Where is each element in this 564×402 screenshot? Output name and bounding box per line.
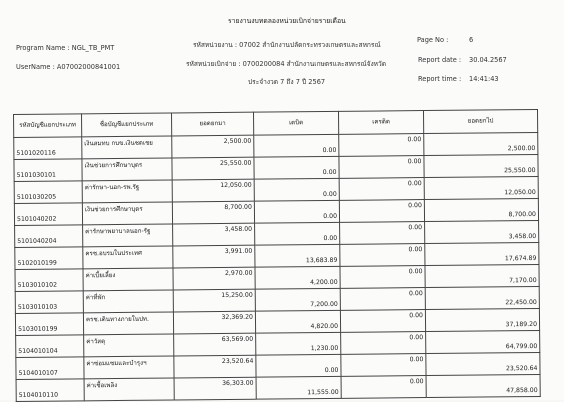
balance-brought-forward-cell: 63,569.00 bbox=[174, 333, 256, 356]
balance-carried-forward-cell: 37,189.20 bbox=[425, 308, 539, 331]
column-header: เดบิต bbox=[253, 111, 338, 135]
balance-carried-forward-cell: 64,799.00 bbox=[426, 330, 540, 353]
balance-carried-forward-cell: 3,458.00 bbox=[425, 220, 539, 243]
debit-cell: 0.00 bbox=[256, 354, 341, 377]
balance-carried-forward-cell: 12,050.00 bbox=[424, 176, 538, 199]
column-header: เครดิต bbox=[338, 111, 423, 135]
report-time-value: 14:41:43 bbox=[469, 75, 499, 83]
account-name-cell: ค่าที่พัก bbox=[83, 290, 173, 313]
account-name-cell: ค่าซ่อมแซมและบำรุงฯ bbox=[84, 356, 174, 379]
balance-brought-forward-cell: 8,700.00 bbox=[172, 201, 254, 224]
account-name-cell: ค่าวัสดุ bbox=[84, 334, 174, 357]
balance-carried-forward-cell: 7,170.00 bbox=[425, 264, 539, 287]
credit-cell: 0.00 bbox=[340, 244, 425, 267]
report-date-value: 30.04.2567 bbox=[469, 56, 507, 64]
report-date-label: Report date : bbox=[418, 56, 462, 64]
column-header: ชื่อบัญชีแยกประเภท bbox=[82, 113, 172, 137]
debit-cell: 0.00 bbox=[255, 222, 340, 245]
balance-brought-forward-cell: 15,250.00 bbox=[173, 289, 255, 312]
credit-cell: 0.00 bbox=[340, 266, 425, 289]
account-name-cell: ค่าเบี้ยเลี้ยง bbox=[83, 268, 173, 291]
balance-brought-forward-cell: 12,050.00 bbox=[172, 179, 254, 202]
account-name-cell: ค่าเชื้อเพลิง bbox=[84, 378, 174, 401]
report-time-label: Report time : bbox=[418, 75, 462, 83]
debit-cell: 4,200.00 bbox=[255, 266, 340, 289]
account-name-cell: ค่ารักษา-นอก-รพ.รัฐ bbox=[82, 180, 172, 203]
column-header: รหัสบัญชีแยกประเภท bbox=[14, 114, 82, 138]
debit-cell: 1,230.00 bbox=[256, 332, 341, 355]
credit-cell: 0.00 bbox=[340, 310, 425, 333]
account-name-cell: เงินสมทบ กบข.เงินชดเชย bbox=[82, 136, 172, 159]
debit-cell: 0.00 bbox=[254, 156, 339, 179]
account-code-cell: 5103010199 bbox=[15, 313, 83, 336]
balance-brought-forward-cell: 32,369.20 bbox=[173, 311, 255, 334]
balance-brought-forward-cell: 2,500.00 bbox=[172, 135, 254, 158]
credit-cell: 0.00 bbox=[341, 376, 426, 399]
balance-carried-forward-cell: 2,500.00 bbox=[424, 132, 538, 155]
balance-brought-forward-cell: 3,991.00 bbox=[173, 245, 255, 268]
account-code-cell: 5104010104 bbox=[16, 335, 84, 358]
account-code-cell: 5103010102 bbox=[15, 269, 83, 292]
balance-carried-forward-cell: 47,858.00 bbox=[426, 374, 540, 397]
credit-cell: 0.00 bbox=[339, 134, 424, 157]
debit-cell: 4,820.00 bbox=[255, 310, 340, 333]
page-no-label: Page No : bbox=[417, 36, 449, 44]
debit-cell: 7,200.00 bbox=[255, 288, 340, 311]
account-name-cell: ครช.อบรมในประเทศ bbox=[83, 246, 173, 269]
account-code-cell: 5101030101 bbox=[14, 159, 82, 182]
credit-cell: 0.00 bbox=[339, 200, 424, 223]
disbursing-unit-line: รหัสหน่วยเบิกจ่าย : 0700200084 สำนักงานเกษตรและสหกรณ์จังหวัด bbox=[186, 60, 386, 68]
balance-brought-forward-cell: 3,458.00 bbox=[173, 223, 255, 246]
period-line: ประจำงวด 7 ถึง 7 ปี 2567 bbox=[248, 78, 326, 86]
program-name: Program Name : NGL_TB_PMT bbox=[16, 44, 115, 52]
user-name: UserName : A07002000841001 bbox=[16, 63, 121, 71]
debit-cell: 11,555.00 bbox=[256, 376, 341, 399]
credit-cell: 0.00 bbox=[341, 332, 426, 355]
balance-carried-forward-cell: 17,674.89 bbox=[425, 242, 539, 265]
debit-cell: 13,683.89 bbox=[255, 244, 340, 267]
balance-brought-forward-cell: 2,970.00 bbox=[173, 267, 255, 290]
balance-carried-forward-cell: 22,450.00 bbox=[425, 286, 539, 309]
debit-cell: 0.00 bbox=[254, 178, 339, 201]
balance-brought-forward-cell: 23,520.64 bbox=[174, 355, 256, 378]
agency-line: รหัสหน่วยงาน : 07002 สำนักงานปลัดกระทรวงเกษตรและสหกรณ์ bbox=[193, 41, 381, 49]
account-code-cell: 5101030205 bbox=[14, 181, 82, 204]
balance-carried-forward-cell: 23,520.64 bbox=[426, 352, 540, 375]
account-code-cell: 5101020116 bbox=[14, 137, 82, 160]
credit-cell: 0.00 bbox=[339, 156, 424, 179]
credit-cell: 0.00 bbox=[341, 354, 426, 377]
account-code-cell: 5102010199 bbox=[15, 247, 83, 270]
credit-cell: 0.00 bbox=[340, 288, 425, 311]
account-name-cell: เงินช่วยการศึกษาบุตร bbox=[82, 202, 172, 225]
account-name-cell: เงินช่วยการศึกษาบุตร bbox=[82, 158, 172, 181]
credit-cell: 0.00 bbox=[339, 178, 424, 201]
account-code-cell: 5103010103 bbox=[15, 291, 83, 314]
credit-cell: 0.00 bbox=[340, 222, 425, 245]
account-code-cell: 5101040202 bbox=[14, 203, 82, 226]
column-header: ยอดยกไป bbox=[423, 109, 537, 133]
account-name-cell: ค่ารักษาพยาบาลนอก-รัฐ bbox=[83, 224, 173, 247]
balance-carried-forward-cell: 25,550.00 bbox=[424, 154, 538, 177]
table-row bbox=[16, 374, 540, 401]
report-title: รายงานงบทดลองหน่วยเบิกจ่ายรายเดือน bbox=[228, 17, 346, 25]
account-name-cell: ครช.เดินทางภายในปท. bbox=[83, 312, 173, 335]
account-code-cell: 5104010107 bbox=[16, 357, 84, 380]
balance-brought-forward-cell: 36,303.00 bbox=[174, 377, 256, 400]
account-code-cell: 5101040204 bbox=[15, 225, 83, 248]
debit-cell: 0.00 bbox=[254, 134, 339, 157]
column-header: ยอดยกมา bbox=[171, 112, 253, 136]
trial-balance-table bbox=[13, 109, 541, 402]
balance-carried-forward-cell: 8,700.00 bbox=[424, 198, 538, 221]
account-code-cell: 5104010110 bbox=[16, 379, 84, 402]
page-no-value: 6 bbox=[469, 36, 474, 44]
balance-brought-forward-cell: 25,550.00 bbox=[172, 157, 254, 180]
debit-cell: 0.00 bbox=[254, 200, 339, 223]
